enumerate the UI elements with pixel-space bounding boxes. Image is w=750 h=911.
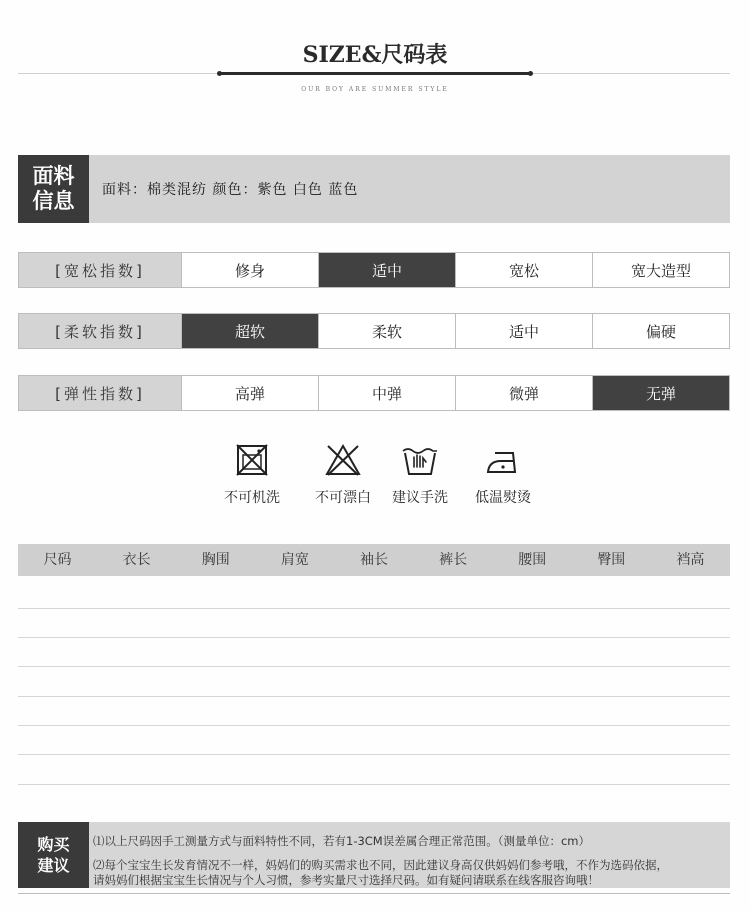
fabric-badge-line2: 信息: [32, 189, 75, 213]
divider-dot-left: [217, 71, 222, 76]
size-table-column-header: 裆高: [676, 552, 705, 568]
softness-option: 偏硬: [592, 314, 729, 348]
low-temp-iron-icon: [484, 443, 522, 477]
elasticity-option: 高弹: [181, 376, 318, 410]
size-table-column-header: 裤长: [439, 552, 468, 568]
care-no-machine-wash: [212, 443, 292, 507]
size-table-row-divider: [18, 637, 730, 638]
advice-note-2: ⑵每个宝宝生长发育情况不一样，妈妈们的购买需求也不同，因此建议身高仅供妈妈们参考哦，不作为选码依据，: [93, 858, 668, 872]
care-label: 不可漂白: [315, 490, 371, 506]
fabric-details: 面料：棉类混纺 颜色：紫色 白色 蓝色: [102, 182, 359, 198]
size-table-column-header: 胸围: [201, 552, 230, 568]
size-table-row-divider: [18, 666, 730, 667]
fabric-badge-line1: 面料: [32, 164, 75, 188]
softness-option: 适中: [455, 314, 592, 348]
size-table-row-divider: [18, 696, 730, 697]
size-table-column-header: 腰围: [518, 552, 547, 568]
elasticity-option: 中弹: [318, 376, 455, 410]
size-table-column-header: 袖长: [359, 552, 388, 568]
advice-badge-line1: 购买: [37, 835, 70, 854]
care-label: 不可机洗: [224, 490, 280, 506]
header-accent-line: [220, 72, 530, 75]
looseness-index-label: [宽松指数]: [19, 253, 181, 287]
no-bleach-icon: [324, 443, 362, 477]
size-table-header: [18, 544, 730, 576]
advice-bottom-border: [18, 893, 730, 894]
size-table-row-divider: [18, 784, 730, 785]
advice-badge-line2: 建议: [37, 856, 70, 875]
care-hand-wash: [380, 443, 460, 507]
size-table-column-header: 尺码: [43, 552, 72, 568]
looseness-index-row: [18, 252, 730, 288]
size-table-column-header: 衣长: [122, 552, 151, 568]
care-label: 低温熨烫: [475, 490, 531, 506]
fabric-info-badge: [18, 155, 89, 223]
elasticity-index-row: [18, 375, 730, 411]
elasticity-option: 无弹: [592, 376, 729, 410]
softness-index-row: [18, 313, 730, 349]
care-no-bleach: [303, 443, 383, 507]
purchase-advice-badge: [18, 822, 89, 888]
looseness-option: 适中: [318, 253, 455, 287]
size-table-row-divider: [18, 754, 730, 755]
size-table-column-header: 肩宽: [280, 552, 309, 568]
looseness-option: 宽大造型: [592, 253, 729, 287]
care-low-temp-iron: [463, 443, 543, 507]
softness-index-label: [柔软指数]: [19, 314, 181, 348]
elasticity-option: 微弹: [455, 376, 592, 410]
page-title: SIZE&尺码表: [302, 42, 448, 68]
advice-note-1: ⑴以上尺码因手工测量方式与面料特性不同，若有1-3CM误差属合理正常范围。（测量单位：cm）: [93, 834, 591, 848]
page-subtitle: OUR BOY ARE SUMMER STYLE: [301, 86, 449, 93]
size-table-row-divider: [18, 725, 730, 726]
no-machine-wash-icon: [235, 443, 269, 477]
advice-note-2-continued: 请妈妈们根据宝宝生长情况与个人习惯，参考实量尺寸选择尺码。如有疑问请联系在线客服咨询哦！: [93, 873, 599, 887]
size-table-row-divider: [18, 608, 730, 609]
looseness-option: 宽松: [455, 253, 592, 287]
size-table-column-header: 臀围: [597, 552, 626, 568]
softness-option: 超软: [181, 314, 318, 348]
divider-dot-right: [528, 71, 533, 76]
looseness-option: 修身: [181, 253, 318, 287]
hand-wash-icon: [400, 443, 440, 477]
softness-option: 柔软: [318, 314, 455, 348]
care-label: 建议手洗: [392, 490, 448, 506]
elasticity-index-label: [弹性指数]: [19, 376, 181, 410]
